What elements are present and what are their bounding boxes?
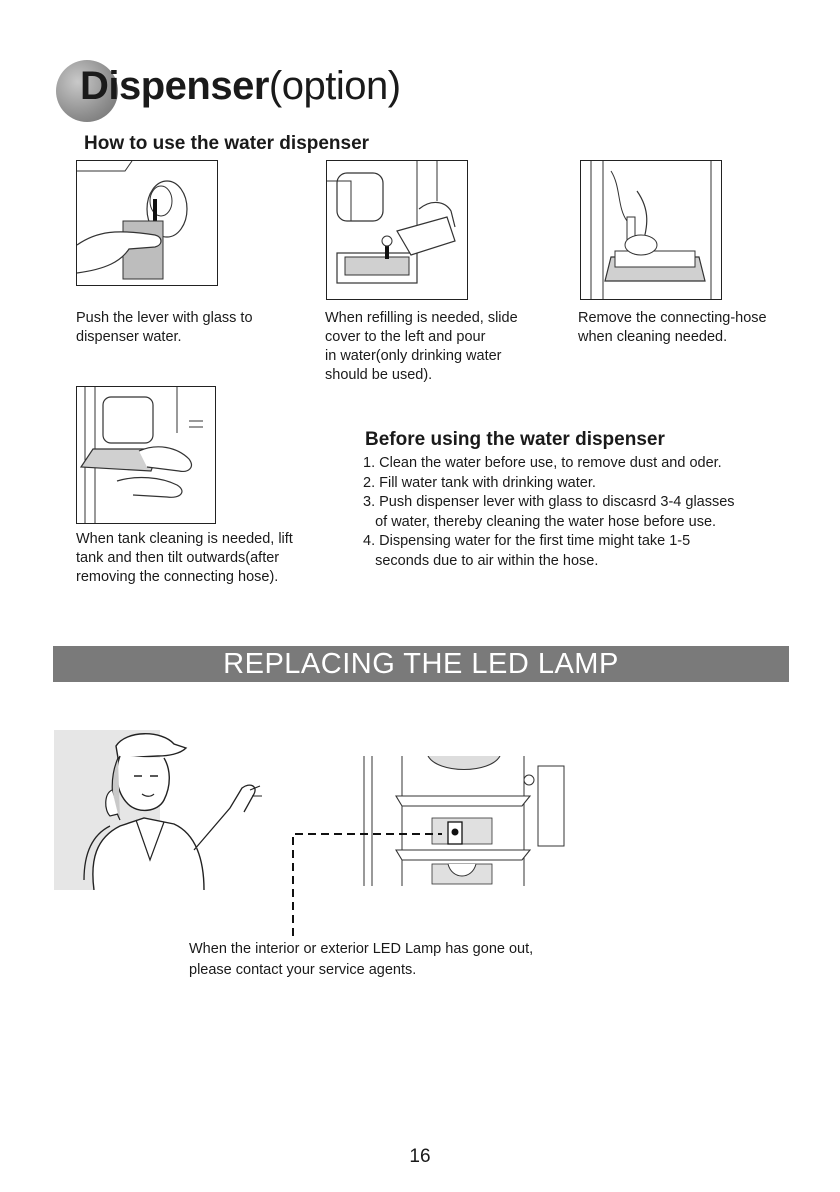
figure-push-lever [76,160,218,286]
caption-line: tank and then tilt outwards(after [76,550,280,566]
caption-line: when cleaning needed. [578,329,728,345]
hose-removal-illustration [581,161,721,299]
caption-line: cover to the left and pour [325,329,486,345]
caption-line: please contact your service agents. [189,962,417,978]
tank-cleaning-illustration [77,387,215,523]
caption-line: dispenser water. [76,329,182,345]
before-using-list [363,454,735,571]
leader-line [290,828,450,938]
figure-connecting-hose [580,160,722,300]
page-title-text [80,64,401,109]
caption-tank-cleaning [76,530,293,587]
caption-line: should be used). [325,367,433,383]
caption-line: in water(only drinking water [325,348,502,364]
page-number: 16 [409,1146,431,1167]
before-using-heading: Before using the water dispenser [365,429,665,450]
refill-illustration [327,161,467,299]
figure-tank-cleaning [76,386,216,524]
caption-line: When tank cleaning is needed, lift [76,531,293,547]
caption-line: Remove the connecting-hose [578,310,767,326]
caption-refilling [325,309,518,385]
glass-dispense-illustration [77,161,217,285]
figure-refilling [326,160,468,300]
caption-line: When the interior or exterior LED Lamp has gone out, [189,941,534,957]
woman-on-phone-illustration [54,730,264,890]
led-lamp-banner: REPLACING THE LED LAMP [53,646,789,682]
how-to-use-heading: How to use the water dispenser [84,133,370,154]
title-bold: Dispenser [80,64,269,108]
caption-connecting-hose [578,309,767,347]
caption-line: removing the connecting hose). [76,569,279,585]
page-title [56,58,476,128]
led-caption [189,939,533,981]
caption-line: Push the lever with glass to [76,310,253,326]
list-item: seconds due to air within the hose. [363,552,599,569]
list-item: 4. Dispensing water for the first time might take 1-5 [363,533,691,549]
caption-push-lever [76,309,253,347]
service-agent-illustration [54,730,264,890]
list-item: 3. Push dispenser lever with glass to discasrd 3-4 glasses [363,494,735,510]
list-item: 1. Clean the water before use, to remove dust and oder. [363,455,722,471]
caption-line: When refilling is needed, slide [325,310,518,326]
list-item: 2. Fill water tank with drinking water. [363,474,596,491]
title-suffix: (option) [268,64,401,108]
list-item: of water, thereby cleaning the water hose before use. [363,513,717,530]
